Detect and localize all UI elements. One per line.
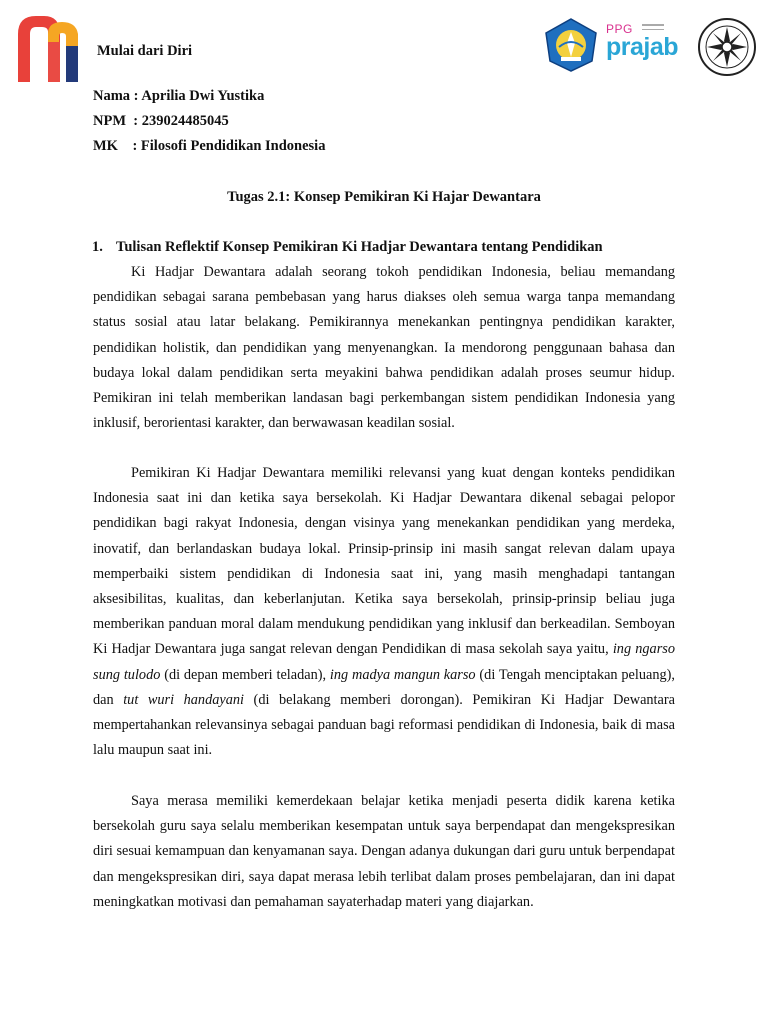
ppg-lines-icon xyxy=(642,24,664,33)
ppg-label: PPG xyxy=(606,22,633,36)
section-heading-text: Tulisan Reflektif Konsep Pemikiran Ki Hadjar Dewantara tentang Pendidikan xyxy=(116,239,603,255)
paragraph-2-text xyxy=(93,461,675,763)
paragraph-3-text: Saya merasa memiliki kemerdekaan belajar ketika menjadi peserta didik karena ketika bersekolah guru saya selalu memberikan kesempatan untuk saya berpendapat dan mengekspresikan diri sesuai kemampuan dan kenyamanan saya. Dengan adanya dukungan dari guru untuk berpendapat dan mengekspresikan diri, saya dapat merasa lebih terlibat dalam proses pembelajaran, dan ini dapat meningkatkan motivasi dan pemahaman sayaterhadap materi yang diajarkan. xyxy=(93,793,675,910)
paragraph-2-part-c: (di Tengah menciptakan peluang), dan xyxy=(93,666,675,708)
paragraph-2-part-a: Pemikiran Ki Hadjar Dewantara memiliki relevansi yang kuat dengan konteks pendidikan Indonesia saat ini dan ketika saya bersekolah. Ki Hadjar Dewantara dikenal sebagai pelopor pendidikan bagi rakyat Indonesia, dengan visinya yang menekankan pendidikan yang merdeka, inovatif, dan berlandaskan budaya lokal. Prinsip-prinsip ini masih sangat relevan dalam upaya memperbaiki sistem pendidikan di Indonesia saat ini, yang masih menghadapi tantangan aksesibilitas, kualitas, dan keberlanjutan. Ketika saya bersekolah, prinsip-prinsip beliau juga memberikan panduan moral dalam mendukung pendidikan yang inklusif dan berkeadilan. Semboyan Ki Hadjar Dewantara juga sangat relevan dengan Pendidikan di masa sekolah saya yaitu, xyxy=(93,465,675,658)
npm-label: NPM : xyxy=(93,113,142,129)
unm-logo-icon xyxy=(697,17,757,77)
paragraph-2 xyxy=(93,461,675,763)
npm-row xyxy=(93,113,229,130)
paragraph-2-part-b: (di depan memberi teladan), xyxy=(160,666,330,683)
nama-row xyxy=(93,88,264,105)
motto-ing-ngarso: ing ngarso sung tulodo xyxy=(93,641,675,683)
section-heading xyxy=(92,239,603,256)
section-number: 1. xyxy=(92,239,103,255)
ppg-prajab-logo xyxy=(606,22,694,68)
mk-row xyxy=(93,138,325,155)
prajab-label: prajab xyxy=(606,33,679,61)
motto-tut-wuri: tut wuri handayani xyxy=(123,691,244,708)
paragraph-1 xyxy=(93,260,675,436)
merdeka-m-logo-icon xyxy=(14,12,86,84)
task-title: Tugas 2.1: Konsep Pemikiran Ki Hajar Dewantara xyxy=(227,189,541,205)
nama-value: Aprilia Dwi Yustika xyxy=(141,88,265,104)
mk-label: MK : xyxy=(93,138,141,154)
mk-value: Filosofi Pendidikan Indonesia xyxy=(140,138,326,154)
motto-ing-madya: ing madya mangun karso xyxy=(329,666,476,683)
npm-value: 239024485045 xyxy=(141,113,229,129)
tut-wuri-handayani-logo-icon xyxy=(543,17,599,73)
paragraph-3 xyxy=(93,789,675,915)
paragraph-2-part-d: (di belakang memberi dorongan). Pemikiran Ki Hadjar Dewantara mempertahankan relevansinya sebagai panduan bagi reformasi pendidikan di Indonesia, baik di masa lalu maupun saat ini. xyxy=(93,691,675,759)
paragraph-1-text: Ki Hadjar Dewantara adalah seorang tokoh pendidikan Indonesia, beliau memandang pendidikan sebagai sarana pembebasan yang harus diakses oleh semua warga tanpa memandang status sosial atau latar belakang. Pemikirannya menekankan pentingnya pendidikan karakter, pendidikan holistik, dan pendidikan yang menyenangkan. Ia mendorong penggunaan bahasa dan budaya lokal dalam pendidikan serta meyakini bahwa pendidikan adalah proses seumur hidup. Pemikiran ini telah memberikan landasan bagi perkembangan sistem pendidikan Indonesia yang inklusif, berorientasi karakter, dan berwawasan keadilan sosial. xyxy=(93,264,675,432)
nama-label: Nama : xyxy=(93,88,142,104)
header-title: Mulai dari Diri xyxy=(97,43,193,59)
